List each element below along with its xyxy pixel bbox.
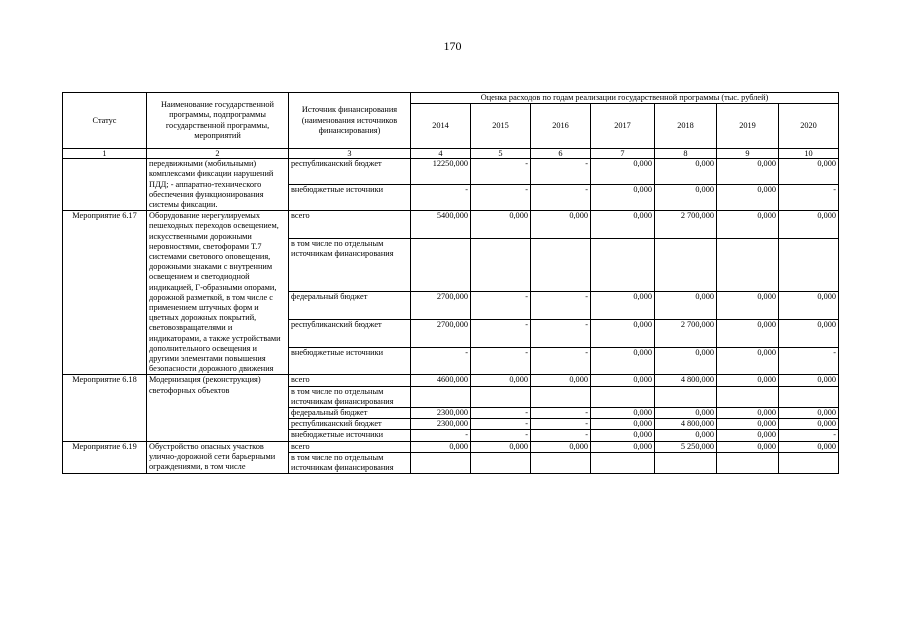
table-row	[63, 211, 839, 239]
column-number: 9	[717, 149, 779, 159]
amount-cell	[655, 239, 717, 292]
amount-cell: 4 800,000	[655, 375, 717, 386]
amount-cell: 4 800,000	[655, 419, 717, 430]
funding-source: федеральный бюджет	[289, 292, 411, 320]
amount-cell: 2700,000	[411, 292, 471, 320]
funding-source: в том числе по отдельным источникам финансирования	[289, 386, 411, 407]
amount-cell: 0,000	[591, 185, 655, 211]
amount-cell	[411, 452, 471, 473]
amount-cell	[471, 386, 531, 407]
column-number: 2	[147, 149, 289, 159]
amount-cell	[591, 386, 655, 407]
amount-cell: 5400,000	[411, 211, 471, 239]
header-source: Источник финансирования (наименования источников финансирования)	[289, 93, 411, 149]
amount-cell: 0,000	[717, 319, 779, 347]
amount-cell: 0,000	[591, 419, 655, 430]
amount-cell: -	[531, 347, 591, 375]
amount-cell: -	[471, 185, 531, 211]
header-year: 2017	[591, 104, 655, 149]
amount-cell: 0,000	[779, 292, 839, 320]
header-status: Статус	[63, 93, 147, 149]
amount-cell: 0,000	[779, 441, 839, 452]
funding-source: внебюджетные источники	[289, 430, 411, 441]
amount-cell: 0,000	[591, 408, 655, 419]
column-number: 5	[471, 149, 531, 159]
amount-cell	[411, 239, 471, 292]
amount-cell	[471, 452, 531, 473]
measure-status: Мероприятие 6.17	[63, 211, 147, 375]
amount-cell: -	[471, 430, 531, 441]
amount-cell	[531, 386, 591, 407]
amount-cell	[779, 239, 839, 292]
amount-cell: 0,000	[779, 319, 839, 347]
measure-name: Модернизация (реконструкция) светофорных объектов	[147, 375, 289, 441]
amount-cell	[591, 452, 655, 473]
amount-cell: 0,000	[717, 211, 779, 239]
amount-cell: 0,000	[779, 211, 839, 239]
header-year: 2015	[471, 104, 531, 149]
header-row-1	[63, 93, 839, 104]
amount-cell: -	[471, 159, 531, 185]
amount-cell: 12250,000	[411, 159, 471, 185]
column-number: 1	[63, 149, 147, 159]
amount-cell: 0,000	[717, 347, 779, 375]
amount-cell: -	[471, 292, 531, 320]
amount-cell: 0,000	[655, 292, 717, 320]
amount-cell: 0,000	[655, 185, 717, 211]
header-name: Наименование государственной программы, подпрограммы государственной программы, мероприятий	[147, 93, 289, 149]
amount-cell	[531, 452, 591, 473]
amount-cell	[411, 386, 471, 407]
amount-cell: 0,000	[779, 408, 839, 419]
amount-cell: 0,000	[717, 441, 779, 452]
amount-cell: 0,000	[531, 211, 591, 239]
amount-cell	[717, 452, 779, 473]
header-estimate: Оценка расходов по годам реализации государственной программы (тыс. рублей)	[411, 93, 839, 104]
amount-cell: 0,000	[471, 441, 531, 452]
amount-cell: 0,000	[779, 159, 839, 185]
amount-cell: -	[779, 430, 839, 441]
amount-cell: 2300,000	[411, 408, 471, 419]
amount-cell: 0,000	[471, 211, 531, 239]
funding-source: всего	[289, 441, 411, 452]
funding-source: республиканский бюджет	[289, 419, 411, 430]
amount-cell: -	[531, 159, 591, 185]
column-number: 10	[779, 149, 839, 159]
amount-cell: -	[531, 319, 591, 347]
amount-cell	[471, 239, 531, 292]
amount-cell: 0,000	[655, 347, 717, 375]
amount-cell: -	[531, 430, 591, 441]
amount-cell: 0,000	[411, 441, 471, 452]
header-year: 2019	[717, 104, 779, 149]
amount-cell: 0,000	[655, 159, 717, 185]
amount-cell: 0,000	[717, 185, 779, 211]
amount-cell: -	[471, 419, 531, 430]
amount-cell: 5 250,000	[655, 441, 717, 452]
measure-status: Мероприятие 6.18	[63, 375, 147, 441]
amount-cell: -	[531, 292, 591, 320]
amount-cell: -	[411, 347, 471, 375]
amount-cell: 0,000	[591, 430, 655, 441]
amount-cell: -	[779, 185, 839, 211]
measure-status: Мероприятие 6.19	[63, 441, 147, 474]
amount-cell: -	[471, 319, 531, 347]
column-number: 3	[289, 149, 411, 159]
amount-cell: -	[471, 408, 531, 419]
amount-cell: -	[531, 408, 591, 419]
page-number: 170	[443, 39, 462, 53]
header-year: 2018	[655, 104, 717, 149]
amount-cell: 0,000	[779, 419, 839, 430]
funding-source: федеральный бюджет	[289, 408, 411, 419]
amount-cell: 0,000	[591, 292, 655, 320]
measure-name: Оборудование нерегулируемых пешеходных переходов освещением, искусственными дорожными неровностями, светофорами Т.7 системами светового оповещения, дорожными знаками с внутренним освещением и светодиодной индикацией, Г-образными опорами, дорожной разметкой, в том числе с применением штучных форм и цветных дорожных покрытий, световозвращателями и индикаторами, а также устройствами дополнительного освещения и другими элементами повышения безопасности дорожного движения	[147, 211, 289, 375]
amount-cell: -	[471, 347, 531, 375]
amount-cell: 0,000	[591, 159, 655, 185]
column-number-row	[63, 149, 839, 159]
funding-source: в том числе по отдельным источникам финансирования	[289, 239, 411, 292]
funding-source: всего	[289, 375, 411, 386]
amount-cell: 4600,000	[411, 375, 471, 386]
amount-cell	[717, 239, 779, 292]
header-year: 2016	[531, 104, 591, 149]
amount-cell: 0,000	[655, 408, 717, 419]
table-row	[63, 441, 839, 452]
funding-source: всего	[289, 211, 411, 239]
table-row	[63, 375, 839, 386]
amount-cell	[717, 386, 779, 407]
amount-cell: 0,000	[717, 408, 779, 419]
amount-cell: 0,000	[531, 441, 591, 452]
amount-cell	[655, 452, 717, 473]
amount-cell: -	[411, 185, 471, 211]
amount-cell: 0,000	[717, 292, 779, 320]
amount-cell: 0,000	[717, 375, 779, 386]
amount-cell: 0,000	[717, 159, 779, 185]
amount-cell: 0,000	[717, 419, 779, 430]
budget-table	[62, 92, 839, 474]
amount-cell: 0,000	[591, 441, 655, 452]
amount-cell: 0,000	[591, 375, 655, 386]
amount-cell	[655, 386, 717, 407]
funding-source: внебюджетные источники	[289, 347, 411, 375]
measure-status	[63, 159, 147, 211]
amount-cell	[591, 239, 655, 292]
amount-cell: 0,000	[655, 430, 717, 441]
measure-name: передвижными (мобильными) комплексами фиксации нарушений ПДД; - аппаратно-технического обеспечения функционирования системы фиксации.	[147, 159, 289, 211]
amount-cell: 2 700,000	[655, 211, 717, 239]
amount-cell: 0,000	[531, 375, 591, 386]
amount-cell: 0,000	[591, 319, 655, 347]
funding-source: республиканский бюджет	[289, 159, 411, 185]
funding-source: в том числе по отдельным источникам финансирования	[289, 452, 411, 473]
amount-cell: 0,000	[779, 375, 839, 386]
amount-cell: -	[779, 347, 839, 375]
amount-cell	[531, 239, 591, 292]
amount-cell: 0,000	[471, 375, 531, 386]
funding-source: республиканский бюджет	[289, 319, 411, 347]
amount-cell: 0,000	[591, 211, 655, 239]
amount-cell	[779, 386, 839, 407]
column-number: 8	[655, 149, 717, 159]
header-year: 2020	[779, 104, 839, 149]
amount-cell: 2300,000	[411, 419, 471, 430]
amount-cell: 0,000	[717, 430, 779, 441]
amount-cell: 2 700,000	[655, 319, 717, 347]
amount-cell: 0,000	[591, 347, 655, 375]
amount-cell: -	[411, 430, 471, 441]
column-number: 7	[591, 149, 655, 159]
table-body	[63, 93, 839, 474]
header-year: 2014	[411, 104, 471, 149]
table-row	[63, 159, 839, 185]
measure-name: Обустройство опасных участков улично-дорожной сети барьерными ограждениями, в том числе	[147, 441, 289, 474]
amount-cell	[779, 452, 839, 473]
amount-cell: -	[531, 419, 591, 430]
amount-cell: 2700,000	[411, 319, 471, 347]
funding-source: внебюджетные источники	[289, 185, 411, 211]
column-number: 6	[531, 149, 591, 159]
amount-cell: -	[531, 185, 591, 211]
column-number: 4	[411, 149, 471, 159]
